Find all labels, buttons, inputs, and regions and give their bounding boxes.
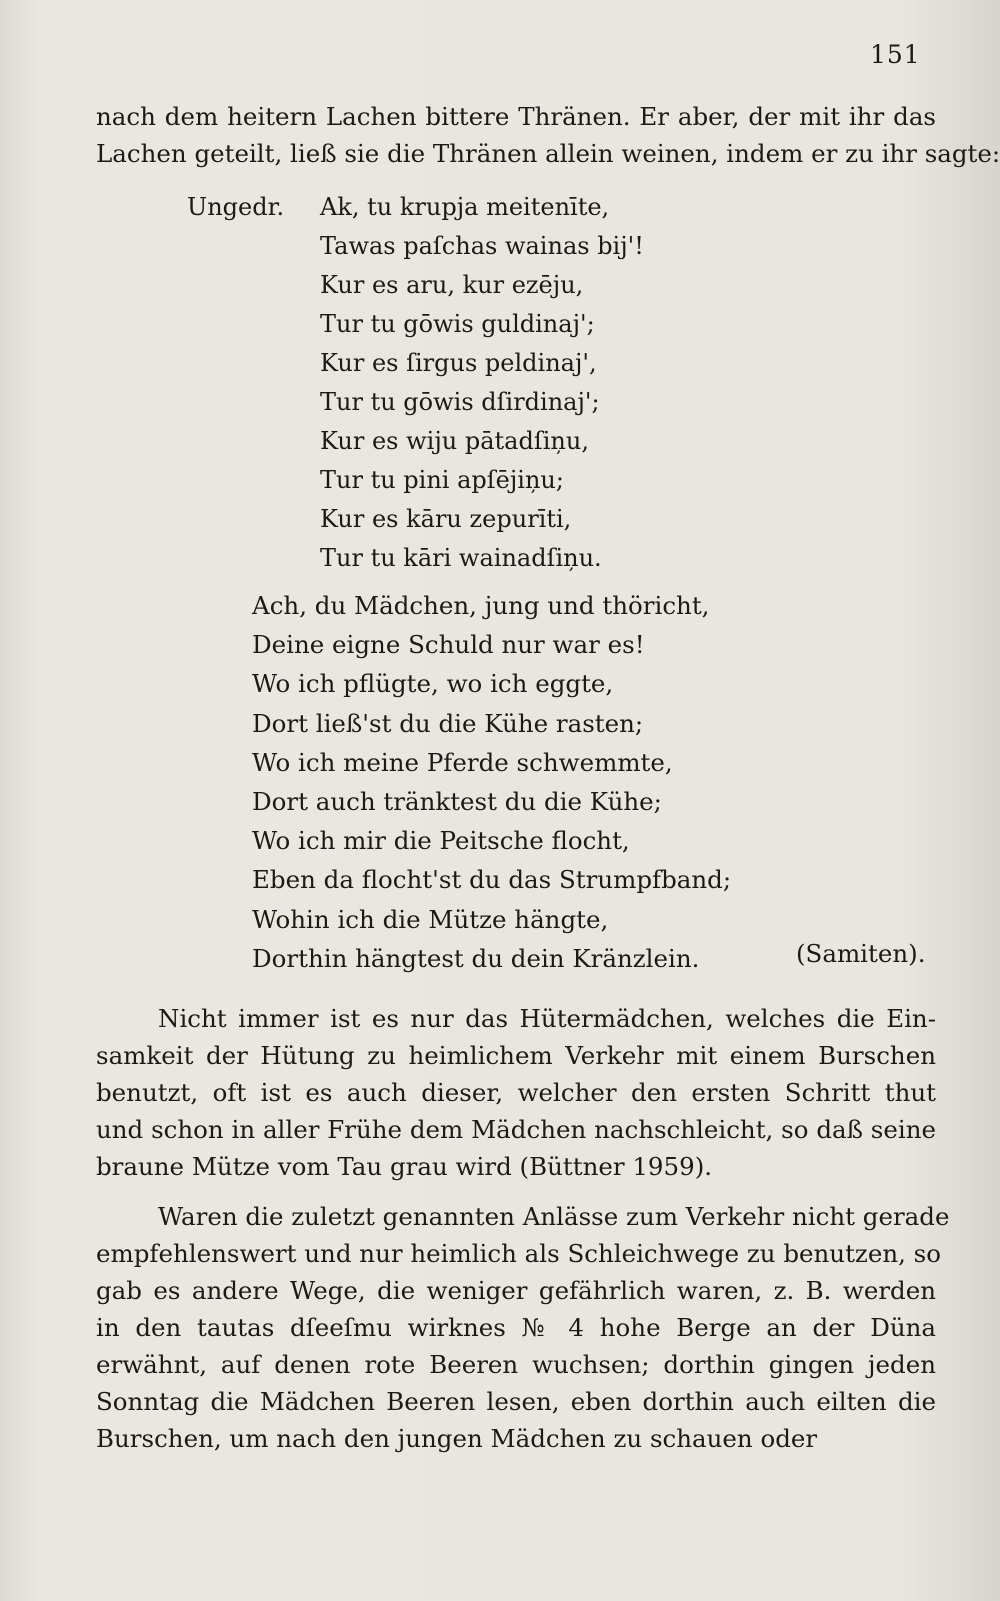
verse-line: Deine eigne Schuld nur war es! [252,630,645,660]
text-line: Sonntag die Mädchen Beeren lesen, eben dorthin auch eilten die [96,1387,936,1416]
verse-line: Wohin ich die Mütze hängte, [252,904,609,934]
verse-line: Tawas paſchas wainas bij'! [320,232,644,260]
text-line: Nicht immer ist es nur das Hütermädchen, welches die Ein- [158,1004,936,1033]
verse-line: Tur tu gōwis guldinaj'; [320,310,595,338]
verse-line: Wo ich meine Pferde schwemmte, [252,747,673,777]
text-line: Burschen, um nach den jungen Mädchen zu schauen oder [96,1424,818,1453]
text-line: Lachen geteilt, ließ sie die Thränen allein weinen, indem er zu ihr sagte: [96,139,1000,168]
verse-attribution: (Samiten). [796,939,926,968]
intro-paragraph [96,98,1000,172]
page-number: 151 [870,40,921,69]
text-line: gab es andere Wege, die weniger gefährlich waren, z. B. werden [96,1276,936,1305]
verse-source-label: Ungedr. [187,193,285,221]
german-verse [252,586,731,978]
text-line: nach dem heitern Lachen bittere Thränen. Er aber, der mit ihr das [96,102,936,131]
verse-line: Tur tu gōwis dſirdinaj'; [320,388,600,416]
verse-line: Dort auch tränktest du die Kühe; [252,787,662,817]
verse-line: Ak, tu krupja meitenīte, [320,193,610,221]
text-line: samkeit der Hütung zu heimlichem Verkehr mit einem Burschen [96,1041,936,1070]
text-line: Waren die zuletzt genannten Anlässe zum Verkehr nicht gerade [158,1202,950,1231]
text-line: empfehlenswert und nur heimlich als Schleichwege zu benutzen, so [96,1239,941,1268]
body-paragraph [96,1000,936,1185]
latvian-verse [320,188,644,578]
text-line: erwähnt, auf denen rote Beeren wuchsen; dorthin gingen jeden [96,1350,936,1379]
body-paragraph [96,1198,950,1457]
verse-line: Kur es aru, kur ezēju, [320,271,584,299]
verse-line: Kur es wiju pātadſiņu, [320,427,589,455]
verse-line: Tur tu pini apſējiņu; [320,466,564,494]
text-line: braune Mütze vom Tau grau wird (Büttner 1959). [96,1152,713,1181]
verse-line: Dort ließ'st du die Kühe rasten; [252,708,644,738]
verse-line: Dorthin hängtest du dein Kränzlein. [252,943,700,973]
text-line: und schon in aller Frühe dem Mädchen nachschleicht, so daß seine [96,1115,936,1144]
verse-line: Ach, du Mädchen, jung und thöricht, [252,591,710,620]
verse-line: Wo ich mir die Peitsche flocht, [252,826,630,856]
verse-line: Kur es kāru zepurīti, [320,505,572,533]
verse-line: Eben da flocht'st du das Strumpfband; [252,865,732,895]
verse-line: Kur es ſirgus peldinaj', [320,349,597,377]
verse-line: Wo ich pflügte, wo ich eggte, [252,669,614,699]
text-line: benutzt, oft ist es auch dieser, welcher den ersten Schritt thut [96,1078,936,1107]
text-line: in den tautas dſeeſmu wirknes № 4 hohe Berge an der Düna [96,1313,936,1342]
verse-line: Tur tu kāri wainadſiņu. [320,544,602,572]
